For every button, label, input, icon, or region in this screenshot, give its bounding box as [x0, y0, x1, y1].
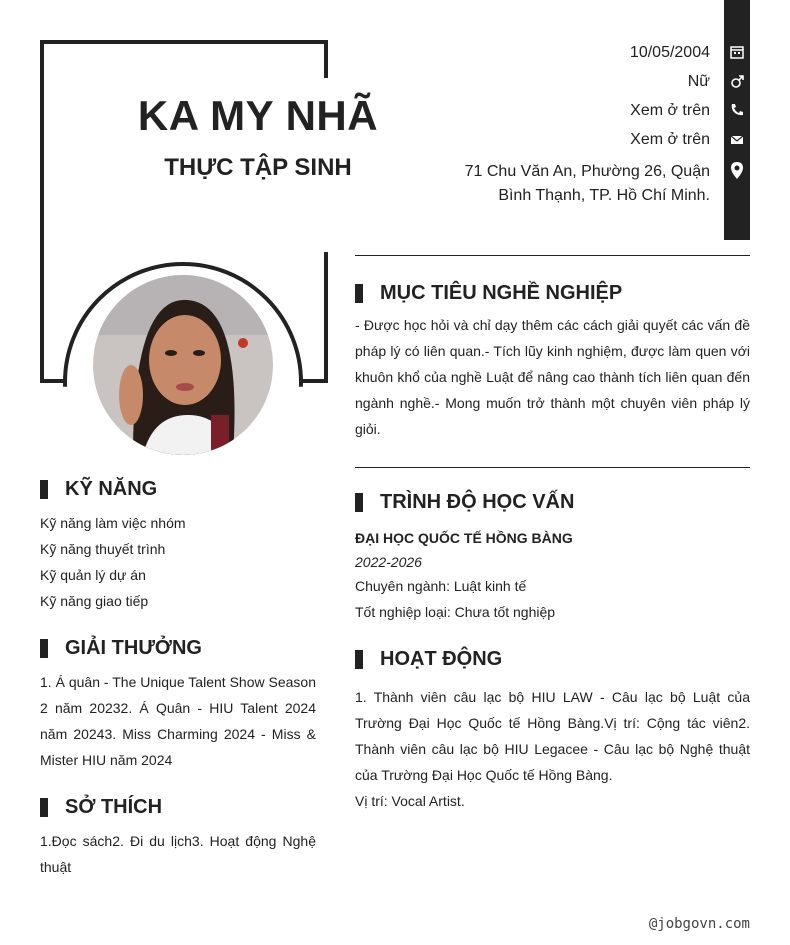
address-line-1: 71 Chu Văn An, Phường 26, Quận	[464, 163, 710, 180]
activities-text: 1. Thành viên câu lạc bộ HIU LAW - Câu lạc bộ Luật của Trường Đại Học Quốc tế Hồng Bàng.Vị trí: Cộng tác viên2. Thành viên câu lạc bộ HIU Legacee - Câu lạc bộ Nghệ thuật của Trường Đại Học Quốc tế Hồng Bàng.	[355, 689, 750, 783]
awards-title-text: GIẢI THƯỞNG	[65, 637, 202, 659]
divider-objective	[355, 255, 750, 256]
activities-title	[355, 648, 502, 671]
skills-title	[40, 478, 157, 501]
address-text	[465, 160, 710, 208]
header-frame-left	[40, 40, 44, 383]
education-title	[355, 491, 574, 514]
awards-title	[40, 637, 202, 660]
skills-title-text: KỸ NĂNG	[65, 478, 158, 500]
skill-item: Kỹ quản lý dự án	[40, 567, 146, 583]
section-bar	[40, 480, 48, 499]
contact-strip	[724, 0, 750, 240]
objective-title-text: MỤC TIÊU NGHỀ NGHIỆP	[380, 282, 623, 304]
calendar-icon	[728, 43, 746, 61]
gender-text: Nữ	[687, 73, 710, 90]
email-text: Xem ở trên	[630, 131, 710, 148]
gender-icon	[728, 73, 746, 91]
watermark: @jobgovn.com	[648, 916, 750, 932]
candidate-name: KA MY NHÃ	[137, 92, 379, 139]
phone-icon	[728, 101, 746, 119]
objective-text: - Được học hỏi và chỉ dạy thêm các cách giải quyết các vấn đề pháp lý có liên quan.- Tích lũy kinh nghiệm, được làm quen với khuôn khổ của nghề Luật để nâng cao thành tích liên quan đến ngành nghề.- Mong muốn trở thành một chuyên viên pháp lý giỏi.	[355, 317, 750, 437]
skill-item: Kỹ năng thuyết trình	[40, 541, 166, 557]
section-bar	[355, 493, 363, 512]
education-years: 2022-2026	[355, 554, 422, 570]
section-bar	[355, 284, 363, 303]
header-frame-bottom-left	[40, 379, 66, 383]
section-bar	[355, 650, 363, 669]
education-grade: Tốt nghiệp loại: Chưa tốt nghiệp	[355, 604, 556, 620]
hobbies-title	[40, 796, 162, 819]
location-pin-icon	[728, 161, 746, 179]
phone-text: Xem ở trên	[630, 102, 710, 119]
section-bar	[40, 798, 48, 817]
section-bar	[40, 639, 48, 658]
header-frame-right-top	[324, 40, 328, 78]
address-line-2: Bình Thạnh, TP. Hồ Chí Minh.	[498, 187, 710, 204]
hobbies-title-text: SỞ THÍCH	[65, 796, 163, 818]
header-frame-top	[40, 40, 328, 44]
education-major: Chuyên ngành: Luật kinh tế	[355, 578, 527, 594]
objective-title	[355, 282, 622, 305]
birthday-text: 10/05/2004	[629, 44, 710, 61]
divider-education	[355, 467, 750, 468]
hobbies-text: 1.Đọc sách2. Đi du lịch3. Hoạt động Nghệ thuật	[40, 833, 316, 875]
email-icon	[728, 131, 746, 149]
candidate-role: THỰC TẬP SINH	[164, 154, 352, 181]
header-frame-bottom-right	[300, 379, 328, 383]
skill-item: Kỹ năng giao tiếp	[40, 593, 149, 609]
header-frame-right-bottom	[324, 252, 328, 383]
activities-role: Vị trí: Vocal Artist.	[355, 793, 465, 809]
education-title-text: TRÌNH ĐỘ HỌC VẤN	[380, 491, 575, 513]
skill-item: Kỹ năng làm việc nhóm	[40, 515, 186, 531]
avatar	[93, 275, 273, 455]
awards-text: 1. Á quân - The Unique Talent Show Season 2 năm 20232. Á Quân - HIU Talent 2024 năm 20243. Miss Charming 2024 - Miss & Mister HIU năm 2024	[40, 674, 316, 768]
activities-title-text: HOẠT ĐỘNG	[380, 648, 503, 670]
education-school: ĐẠI HỌC QUỐC TẾ HỒNG BÀNG	[355, 530, 573, 546]
